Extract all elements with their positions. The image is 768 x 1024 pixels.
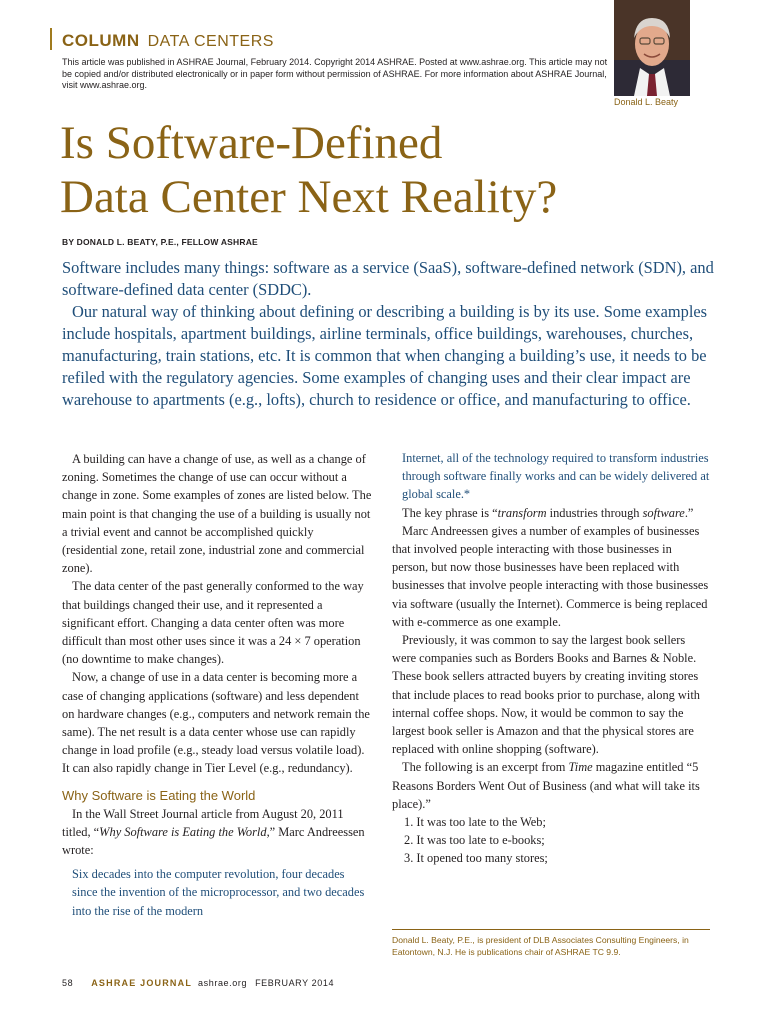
column-header bbox=[62, 31, 274, 51]
journal-brand: ASHRAE JOURNAL bbox=[91, 978, 193, 988]
body-paragraph: Marc Andreessen gives a number of examples of businesses that involved people interacting with those businesses in person, but now those businesses have been replaced with businesses that involve people interacting with those businesses via software (usually the Internet). Commerce is being replaced with e-commerce as one example. bbox=[392, 523, 709, 629]
body-column-left bbox=[62, 450, 372, 920]
page-footer bbox=[62, 978, 334, 988]
issue-date: FEBRUARY 2014 bbox=[255, 978, 335, 988]
block-quote-continued: Internet, all of the technology required to transform industries through software finally works and can be widely delivered at global scale.* bbox=[402, 451, 710, 502]
body-paragraph: The key phrase is “transform industries through software.” bbox=[402, 505, 694, 520]
subheading: Why Software is Eating the World bbox=[62, 787, 256, 803]
article-title-reference: Why Software is Eating the World bbox=[99, 824, 267, 839]
list-item: 3. It opened too many stores; bbox=[404, 851, 548, 866]
magazine-name: Time bbox=[568, 760, 593, 775]
lede-paragraph-1: Software includes many things: software as a service (SaaS), software-defined network (SDN), and software-defined data center (SDDC). bbox=[62, 258, 714, 299]
lede bbox=[62, 257, 722, 411]
photo-caption: Donald L. Beaty bbox=[614, 97, 679, 107]
bio-divider bbox=[392, 929, 710, 930]
author-bio: Donald L. Beaty, P.E., is president of DLB Associates Consulting Engineers, in Eatontown, N.J. He is publications chair of ASHRAE TC 9.9. bbox=[392, 935, 689, 957]
title-line-2: Data Center Next Reality? bbox=[60, 171, 558, 223]
column-rule bbox=[50, 28, 52, 50]
column-label: COLUMN bbox=[62, 31, 140, 50]
list-item: 1. It was too late to the Web; bbox=[404, 815, 546, 830]
body-paragraph: A building can have a change of use, as well as a change of zoning. Sometimes the change of use can occur without a change in zone. Some examples of zones are listed below. The main point is that changing the use of a building is usually not a trivial event and cannot be accomplished quickly (residential zone, retail zone, industrial zone and commercial zone). bbox=[62, 452, 372, 576]
body-paragraph: Previously, it was common to say the largest book sellers were companies such as Borders Books and Barnes & Noble. These book sellers attracted buyers by creating inviting stores that include places to read books prior to purchase, along with internal coffee shops. Now, it would be common to say the largest book seller is Amazon and that the physical stores are replaced with online shopping (software). bbox=[392, 633, 700, 757]
title-line-1: Is Software-Defined bbox=[60, 117, 443, 169]
lede-paragraph-2: Our natural way of thinking about defining or describing a building is by its use. Some examples include hospitals, apartment buildings, airline terminals, office buildings, warehouses, churches, manufacturing, train stations, etc. It is common that when changing a building’s use, it needs to be refiled with the regulatory agencies. Some examples of changing uses and their clear impact are warehouse to apartments (e.g., lofts), church to residence or office, and manufacturing to office. bbox=[62, 302, 708, 409]
body-paragraph: Now, a change of use in a data center is becoming more a case of changing applications (software) and less dependent on hardware changes (e.g., computers and network remain the same). The net result is a data center whose use can rapidly change in load profile (e.g., steady load versus volatile load). It can also rapidly change in Tier Level (e.g., redundancy). bbox=[62, 670, 370, 776]
body-paragraph: The following is an excerpt from Time magazine entitled “5 Reasons Borders Went Out of Business (and what will take its place).” bbox=[392, 760, 700, 811]
section-label: DATA CENTERS bbox=[147, 33, 274, 50]
author-photo bbox=[614, 0, 690, 96]
journal-site: ashrae.org bbox=[198, 978, 248, 988]
list-item: 2. It was too late to e-books; bbox=[404, 833, 545, 848]
article-title bbox=[60, 116, 700, 224]
copyright-notice: This article was published in ASHRAE Journal, February 2014. Copyright 2014 ASHRAE. Posted at www.ashrae.org. This article may not be copied and/or distributed electronically or in paper form without permission of ASHRAE. For more information about ASHRAE Journal, visit www.ashrae.org. bbox=[62, 57, 608, 90]
body-paragraph: The data center of the past generally conformed to the way that buildings changed their use, and it represented a significant effort. Changing a data center often was more difficult than most other uses since it was a 24 × 7 operation (no downtime to make changes). bbox=[62, 579, 364, 667]
body-column-right bbox=[392, 449, 710, 868]
body-paragraph: In the Wall Street Journal article from August 20, 2011 titled, “Why Software is Eating the World,” Marc Andreessen wrote: bbox=[62, 806, 365, 858]
block-quote: Six decades into the computer revolution, four decades since the invention of the microprocessor, and two decades into the rise of the modern bbox=[72, 867, 365, 918]
page-number: 58 bbox=[62, 978, 74, 988]
reasons-list bbox=[392, 813, 710, 868]
byline: BY DONALD L. BEATY, P.E., FELLOW ASHRAE bbox=[62, 237, 258, 247]
